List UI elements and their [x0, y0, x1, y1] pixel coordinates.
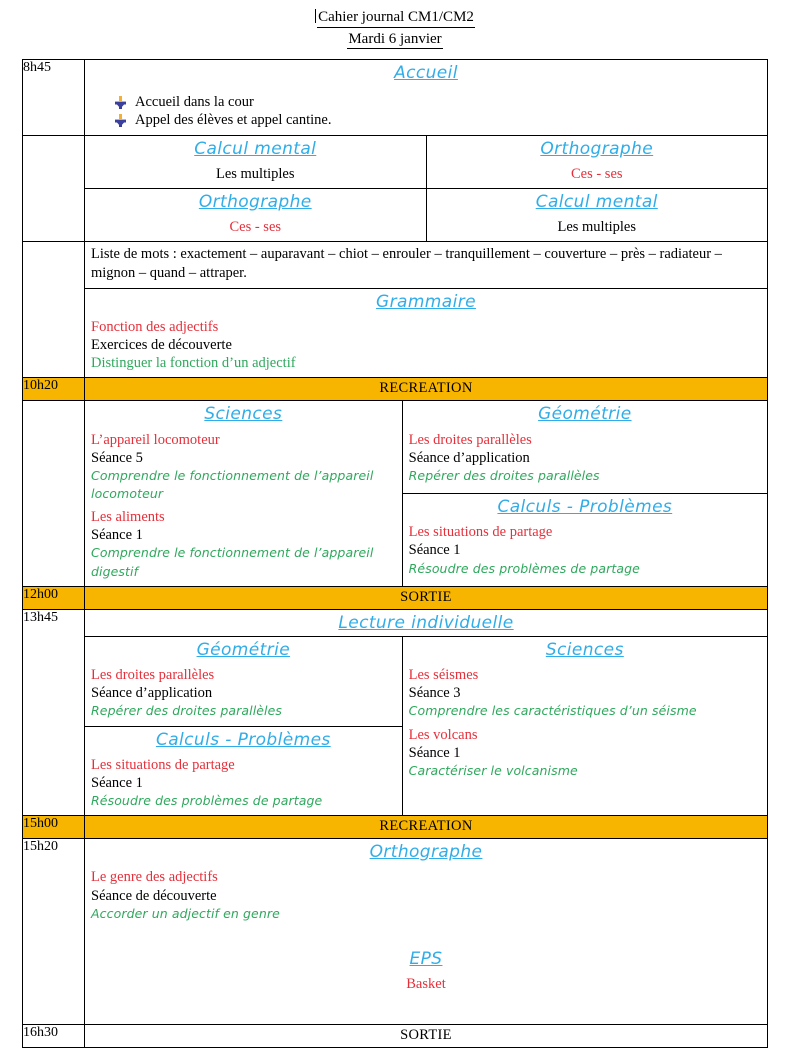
objective-fin-journee: Accorder un adjectif en genre — [91, 905, 280, 921]
pm-sciences-item-2 — [403, 726, 767, 785]
subject-geometrie: Géométrie — [196, 639, 291, 660]
subject-lecture-individuelle: Lecture individuelle — [338, 612, 514, 633]
rituels-row-1 — [85, 136, 767, 189]
seance-geometrie: Séance d’application — [408, 449, 530, 466]
cell-apres-midi-bloc — [85, 636, 767, 815]
objective-calculs: Résoudre des problèmes de partage — [408, 560, 640, 576]
arrow-bullet-icon — [115, 96, 126, 109]
cell-grammaire-block — [85, 242, 768, 378]
cell-sortie-midi — [85, 586, 768, 609]
time-grammaire-empty — [23, 242, 85, 378]
page-title: Cahier journal CM1/CM2 — [317, 9, 475, 28]
subject-grammaire: Grammaire — [376, 291, 476, 312]
cell-recreation-matin — [85, 378, 768, 401]
objective-grammaire: Distinguer la fonction d’un adjectif — [91, 355, 296, 372]
geometrie-details — [403, 428, 767, 490]
time-recreation-matin: 10h20 — [23, 378, 85, 401]
subject-sciences: Sciences — [545, 639, 624, 660]
time-recreation-apresmidi: 15h00 — [23, 816, 85, 839]
rituels-row-2 — [85, 188, 767, 241]
detail-ces-ses: Ces - ses — [570, 165, 623, 182]
list-item — [115, 94, 767, 111]
subject-orthographe: Orthographe — [540, 138, 654, 159]
apres-midi-grid — [85, 637, 767, 815]
topic-fonction-des-adjectifs: Fonction des adjectifs — [91, 319, 219, 336]
topic-les-volcans: Les volcans — [408, 726, 478, 743]
document-title-block — [0, 0, 790, 49]
list-item — [115, 112, 767, 129]
grammaire-row — [85, 288, 767, 377]
table-row-matin-bloc — [23, 401, 768, 586]
cell-lecture-individuelle — [85, 610, 767, 637]
topic-situations-de-partage: Les situations de partage — [91, 756, 235, 773]
subject-calcul-mental: Calcul mental — [194, 138, 317, 159]
table-row-sortie-soir — [23, 1025, 768, 1048]
cell-matin-geometrie — [402, 401, 767, 493]
objective-geometrie: Repérer des droites parallèles — [408, 467, 600, 483]
subject-eps: EPS — [409, 948, 443, 969]
cell-fin-journee — [85, 839, 768, 1025]
cell-rituels-r1-right — [426, 136, 767, 189]
subject-calculs-problemes: Calculs - Problèmes — [497, 497, 673, 518]
objective-sciences-1: Comprendre le fonctionnement de l’appareil locomoteur — [91, 467, 374, 502]
subject-sciences: Sciences — [204, 404, 283, 425]
objective-pm-geometrie: Repérer des droites parallèles — [91, 703, 283, 719]
arrow-bullet-icon — [115, 114, 126, 127]
cell-rituels-r1-left — [85, 136, 426, 189]
table-row-accueil — [23, 60, 768, 135]
detail-ces-ses: Ces - ses — [229, 219, 282, 236]
label-recreation: RECREATION — [379, 818, 473, 835]
subject-orthographe: Orthographe — [198, 191, 312, 212]
seance-grammaire: Exercices de découverte — [91, 337, 232, 354]
detail-les-multiples: Les multiples — [557, 219, 637, 236]
topic-droites-paralleles: Les droites parallèles — [91, 667, 215, 684]
seance-pm-sciences-1: Séance 3 — [408, 685, 461, 702]
pm-sciences-item-1 — [403, 663, 767, 725]
cell-matin-sciences — [85, 401, 402, 585]
subject-geometrie: Géométrie — [538, 404, 632, 425]
seance-pm-geometrie: Séance d’application — [91, 685, 213, 702]
topic-les-seismes: Les séismes — [408, 667, 479, 684]
page-subtitle-date: Mardi 6 janvier — [347, 31, 442, 50]
time-sortie-midi: 12h00 — [23, 586, 85, 609]
cell-rituels-r2-left — [85, 188, 426, 241]
liste-de-mots-text: Liste de mots : exactement – auparavant – chiot – enrouler – tranquillement – couverture – près – radiateur – mignon – quand – attraper. — [91, 246, 722, 281]
label-sortie: SORTIE — [400, 1027, 452, 1044]
time-accueil: 8h45 — [23, 60, 85, 135]
topic-droites-paralleles: Les droites parallèles — [408, 431, 532, 448]
time-matin-bloc-empty — [23, 401, 85, 586]
label-recreation: RECREATION — [379, 380, 473, 397]
seance-sciences-1: Séance 5 — [91, 449, 143, 466]
accueil-bullet-text: Accueil dans la cour — [135, 93, 254, 110]
fin-journee-spacer — [85, 998, 767, 1024]
eps-block — [85, 928, 767, 998]
accueil-bullet-text: Appel des élèves et appel cantine. — [135, 111, 332, 128]
topic-les-aliments: Les aliments — [91, 509, 165, 526]
seance-fin-journee: Séance de découverte — [91, 887, 217, 904]
label-sortie: SORTIE — [400, 588, 452, 605]
cell-grammaire — [85, 288, 767, 377]
apres-midi-grid-row — [85, 637, 767, 726]
apres-midi-bloc-row — [85, 636, 767, 815]
sciences-item-2 — [85, 508, 402, 586]
table-row-recreation-apresmidi — [23, 816, 768, 839]
cell-matin-bloc — [85, 401, 768, 586]
cell-sortie-soir — [85, 1025, 768, 1048]
subject-accueil: Accueil — [394, 63, 458, 84]
table-row-rituels — [23, 135, 768, 242]
time-apres-midi: 13h45 — [23, 609, 85, 816]
cell-matin-calculs — [402, 494, 767, 586]
cell-pm-calculs — [85, 726, 402, 815]
table-row-apres-midi — [23, 609, 768, 816]
table-row-fin-journee — [23, 839, 768, 1025]
matin-grid — [85, 401, 767, 585]
seance-pm-calculs: Séance 1 — [91, 774, 143, 791]
table-row-sortie-midi — [23, 586, 768, 609]
topic-appareil-locomoteur: L’appareil locomoteur — [91, 431, 220, 448]
subject-calculs-problemes: Calculs - Problèmes — [155, 729, 331, 750]
topic-genre-des-adjectifs: Le genre des adjectifs — [91, 869, 218, 886]
calculs-details — [403, 520, 767, 582]
cell-liste-mots — [85, 242, 767, 288]
matin-grid-row — [85, 401, 767, 493]
seance-sciences-2: Séance 1 — [91, 527, 143, 544]
grammaire-grid — [85, 242, 767, 377]
cell-rituels-r2-right — [426, 188, 767, 241]
objective-pm-sciences-1: Comprendre les caractéristiques d’un séisme — [408, 703, 697, 719]
topic-situations-de-partage: Les situations de partage — [408, 524, 553, 541]
pm-geometrie-details — [85, 663, 402, 725]
cell-pm-sciences — [402, 637, 767, 815]
time-fin-journee: 15h20 — [23, 839, 85, 1025]
daily-schedule-table — [22, 59, 768, 1048]
cell-pm-geometrie — [85, 637, 402, 726]
seance-pm-sciences-2: Séance 1 — [408, 744, 461, 761]
cell-recreation-apresmidi — [85, 816, 768, 839]
liste-mots-row — [85, 242, 767, 288]
fin-journee-details — [85, 865, 767, 927]
detail-les-multiples: Les multiples — [215, 165, 295, 182]
detail-basket: Basket — [406, 976, 446, 993]
title-line-2-wrap — [0, 30, 790, 50]
time-rituels-empty — [23, 135, 85, 242]
pm-calculs-details — [85, 753, 402, 815]
lecture-row — [85, 610, 767, 637]
objective-sciences-2: Comprendre le fonctionnement de l’appareil digestif — [91, 545, 374, 579]
cell-rituels — [85, 135, 768, 242]
time-sortie-soir: 16h30 — [23, 1025, 85, 1048]
grammaire-details — [85, 315, 767, 377]
objective-pm-calculs: Résoudre des problèmes de partage — [91, 793, 323, 809]
objective-pm-sciences-2: Caractériser le volcanisme — [408, 762, 578, 778]
rituels-grid — [85, 136, 767, 242]
subject-calcul-mental: Calcul mental — [535, 191, 658, 212]
table-row-grammaire — [23, 242, 768, 378]
apres-midi-outer-grid — [85, 610, 767, 816]
subject-orthographe: Orthographe — [369, 842, 483, 863]
seance-calculs: Séance 1 — [408, 542, 461, 559]
sciences-item-1 — [85, 428, 402, 509]
text-cursor-icon — [315, 9, 316, 23]
table-row-recreation-matin — [23, 378, 768, 401]
cell-apres-midi — [85, 609, 768, 816]
title-line-1-wrap — [0, 8, 790, 28]
cell-accueil — [85, 60, 768, 135]
accueil-bullet-list — [85, 87, 767, 135]
